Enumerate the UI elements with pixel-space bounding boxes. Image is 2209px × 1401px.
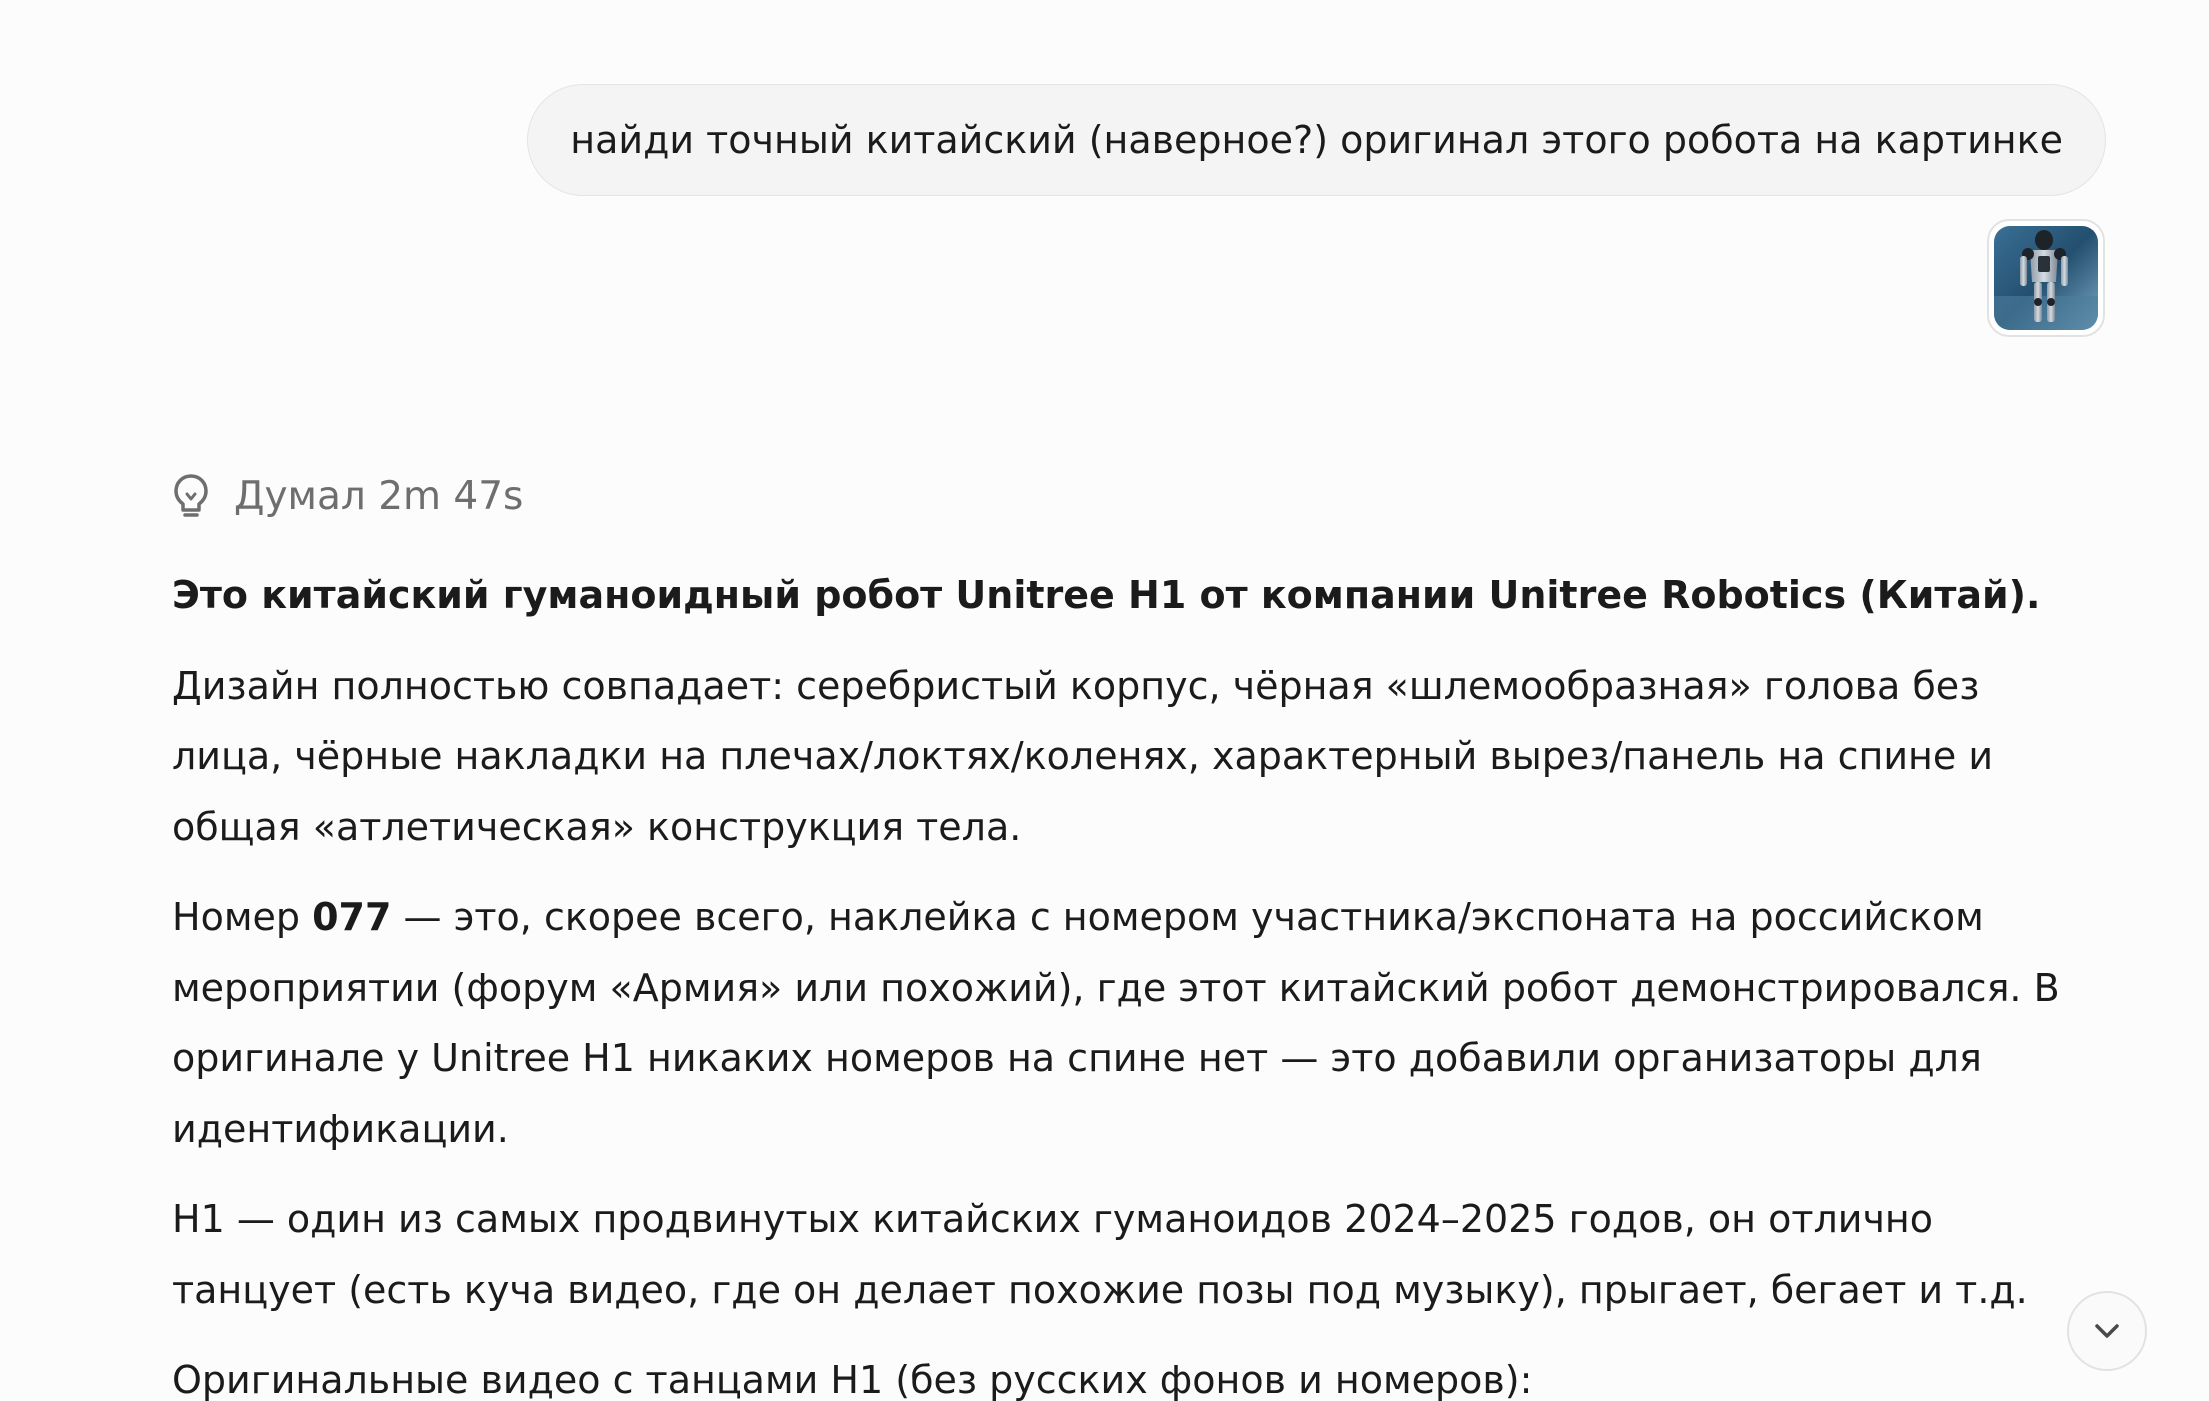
answer-paragraph: Оригинальные видео с танцами H1 (без русских фонов и номеров): [172, 1358, 1533, 1401]
user-message-bubble [527, 84, 2106, 196]
image-attachment-thumbnail[interactable] [1987, 219, 2105, 337]
scroll-to-bottom-button[interactable] [2067, 1291, 2147, 1371]
user-message-text: найди точный китайский (наверное?) оригинал этого робота на картинке [570, 118, 2063, 162]
robot-photo-thumbnail [1994, 226, 2098, 330]
thinking-label: Думал 2m 47s [234, 473, 524, 519]
answer-paragraph: H1 — один из самых продвинутых китайских гуманоидов 2024–2025 годов, он отлично танцует (есть куча видео, где он делает похожие позы под музыку), прыгает, бегает и т.д. [172, 1197, 2028, 1312]
robot-number: 077 [312, 895, 392, 939]
answer-text: — это, скорее всего, наклейка с номером участника/экспоната на российском мероприятии (форум «Армия» или похожий), где этот китайский робот демонстрировался. В оригинале у Unitree H1 никаких номеров на спине нет — это добавили организаторы для идентификации. [172, 895, 2060, 1151]
answer-heading: Это китайский гуманоидный робот Unitree H1 от компании Unitree Robotics (Китай). [172, 573, 2041, 617]
answer-text: Номер [172, 895, 313, 939]
chevron-down-icon [2089, 1313, 2125, 1349]
lightbulb-icon [170, 472, 212, 520]
thinking-indicator[interactable] [170, 466, 523, 526]
answer-paragraph: Дизайн полностью совпадает: серебристый корпус, чёрная «шлемообразная» голова без лица, чёрные накладки на плечах/локтях/коленях, характерный вырез/панель на спине и общая «атлетическая» конструкция тела. [172, 663, 1994, 849]
assistant-answer [172, 560, 2072, 1401]
answer-paragraph [172, 882, 2072, 1164]
